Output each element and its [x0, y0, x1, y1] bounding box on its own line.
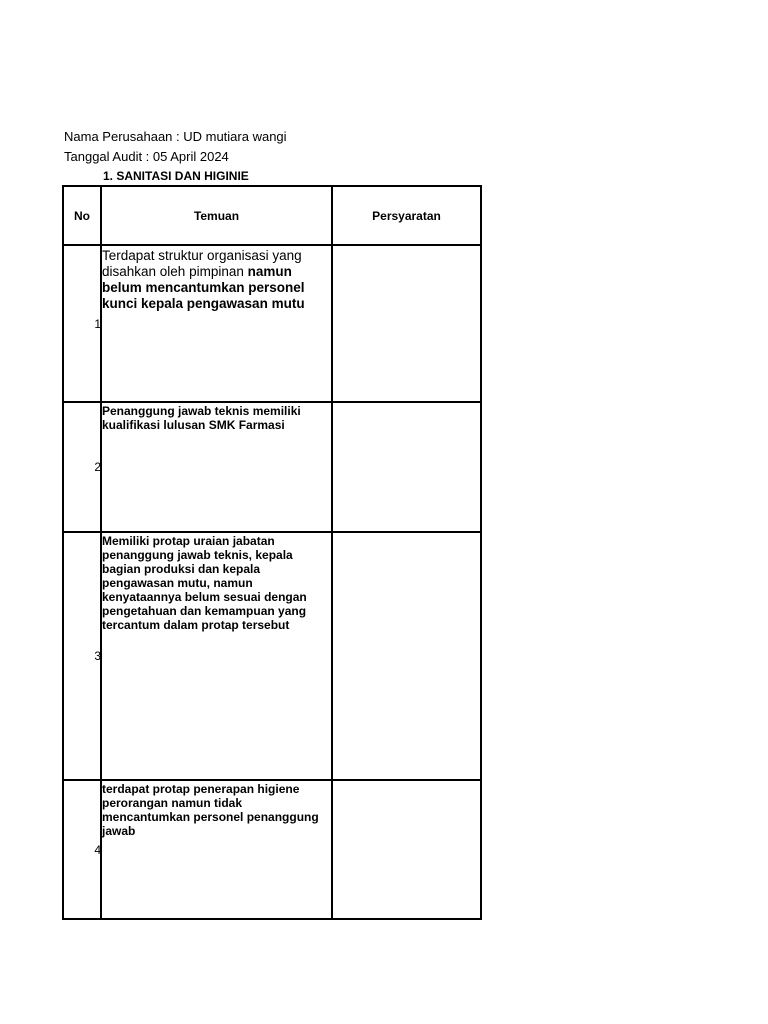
column-header-temuan: Temuan — [101, 186, 332, 245]
table-row — [63, 780, 481, 919]
requirement-cell[interactable] — [332, 245, 481, 402]
row-number-cell — [63, 532, 101, 780]
section-title: 1. SANITASI DAN HIGINIE — [103, 169, 249, 183]
requirement-cell[interactable] — [332, 532, 481, 780]
requirement-cell[interactable] — [332, 402, 481, 532]
company-name-line: Nama Perusahaan : UD mutiara wangi — [64, 129, 287, 144]
finding-cell — [101, 780, 332, 919]
requirement-cell[interactable] — [332, 780, 481, 919]
finding-text-normal: Terdapat struktur organisasi yang disahkan oleh pimpinan — [102, 248, 302, 279]
finding-text: terdapat protap penerapan higiene perorangan namun tidak mencantumkan personel penanggung jawab — [102, 782, 319, 838]
finding-text: Memiliki protap uraian jabatan penanggung jawab teknis, kepala bagian produksi dan kepala pengawasan mutu, namun kenyataannya belum sesuai dengan pengetahuan dan kemampuan yang tercantum dalam protap tersebut — [102, 534, 307, 632]
audit-date-line: Tanggal Audit : 05 April 2024 — [64, 149, 229, 164]
row-number: 2 — [94, 460, 101, 474]
row-number-cell — [63, 402, 101, 532]
finding-cell — [101, 245, 332, 402]
row-number: 1 — [94, 316, 101, 331]
table-header-row — [63, 186, 481, 245]
finding-text-bold: namun belum mencantumkan personel kunci kepala pengawasan mutu — [102, 264, 305, 311]
finding-text: Penanggung jawab teknis memiliki kualifikasi lulusan SMK Farmasi — [102, 404, 301, 432]
row-number: 3 — [94, 649, 101, 663]
column-header-no: No — [63, 186, 101, 245]
row-number-cell — [63, 245, 101, 402]
finding-cell — [101, 402, 332, 532]
finding-cell — [101, 532, 332, 780]
finding-text — [102, 246, 331, 312]
audit-findings-table — [62, 185, 482, 920]
column-header-persyaratan: Persyaratan — [332, 186, 481, 245]
table-row — [63, 402, 481, 532]
row-number: 4 — [94, 842, 101, 857]
row-number-cell — [63, 780, 101, 919]
table-row — [63, 532, 481, 780]
table-row — [63, 245, 481, 402]
